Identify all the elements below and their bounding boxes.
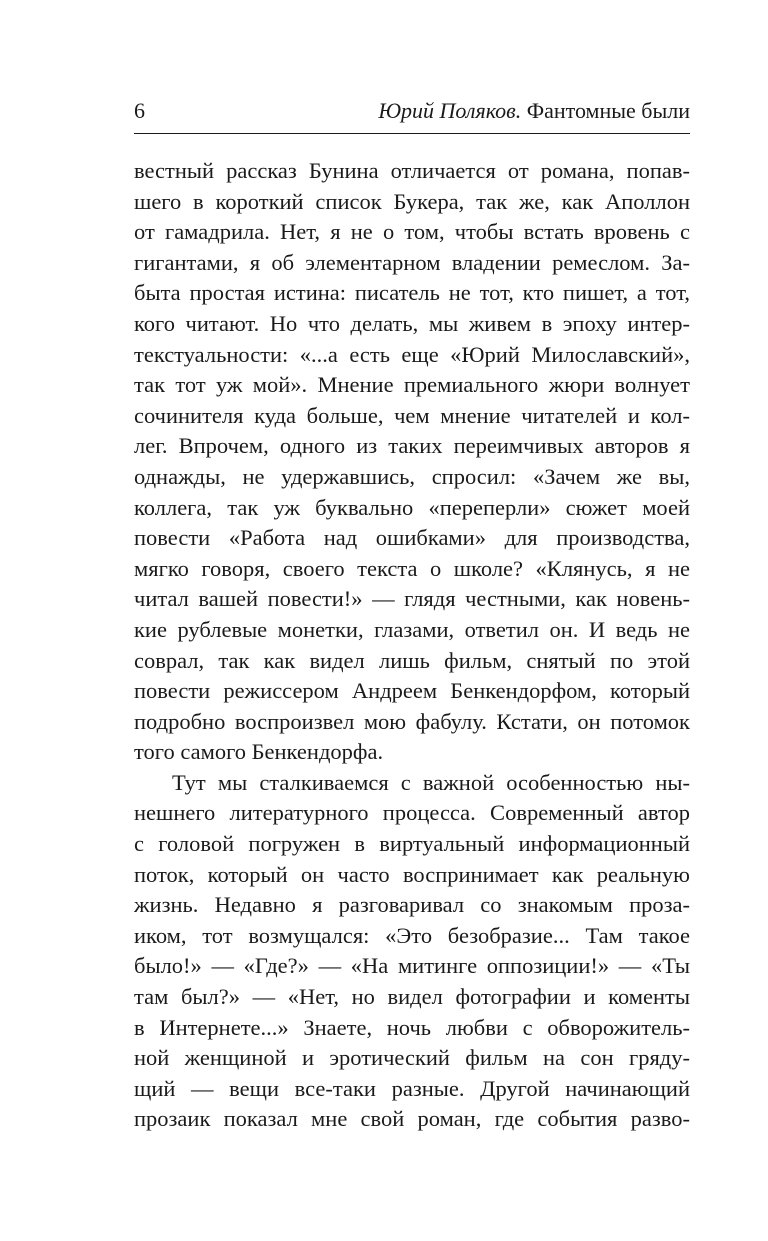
text-line: подробно воспроизвел мою фабулу. Кстати, он потомок <box>134 708 690 734</box>
paragraph <box>134 156 690 768</box>
text-line: прозаик показал мне свой роман, где события разво- <box>134 1106 690 1132</box>
text-line: иком, тот возмущался: «Это безобразие... Там такое <box>134 922 690 948</box>
text-line: ной женщиной и эротический фильм на сон гряду- <box>134 1045 690 1071</box>
text-line: щий — вещи все-таки разные. Другой начинающий <box>134 1075 690 1101</box>
body-text <box>134 156 690 1135</box>
text-line: кие рублевые монетки, глазами, ответил он. И ведь не <box>134 616 690 642</box>
text-line: так тот уж мой». Мнение премиального жюри волнует <box>134 372 690 398</box>
header-rule <box>134 133 690 134</box>
text-line: кого читают. Но что делать, мы живем в эпоху интер- <box>134 310 690 336</box>
page-number: 6 <box>134 98 145 123</box>
text-line: было!» — «Где?» — «На митинге оппозиции!» — «Ты <box>134 953 690 979</box>
text-line: мягко говоря, своего текста о школе? «Клянусь, я не <box>134 555 690 581</box>
running-head-author: Юрий Поляков. <box>378 98 522 123</box>
running-header <box>134 98 690 128</box>
text-line: гигантами, я об элементарном владении ремеслом. За- <box>134 249 690 275</box>
text-line: поток, который он часто воспринимает как реальную <box>134 861 690 887</box>
text-line: повести «Работа над ошибками» для производства, <box>134 525 690 551</box>
paragraph <box>134 768 690 1135</box>
running-head-book-title: Фантомные были <box>526 98 690 123</box>
text-line: от гамадрила. Нет, я не о том, чтобы встать вровень с <box>134 219 690 245</box>
running-head <box>378 98 690 124</box>
text-line: коллега, так уж буквально «переперли» сюжет моей <box>134 494 690 520</box>
text-line: того самого Бенкендорфа. <box>134 739 384 765</box>
text-line: Тут мы сталкиваемся с важной особенностью ны- <box>172 769 690 795</box>
text-line: вестный рассказ Бунина отличается от романа, попав- <box>134 158 690 183</box>
text-line: с головой погружен в виртуальный информационный <box>134 831 690 857</box>
text-line: лег. Впрочем, одного из таких переимчивых авторов я <box>134 433 690 459</box>
text-line: нешнего литературного процесса. Современный автор <box>134 800 690 826</box>
text-line: шего в короткий список Букера, так же, как Аполлон <box>134 188 690 214</box>
text-line: соврал, так как видел лишь фильм, снятый по этой <box>134 647 690 673</box>
text-line: повести режиссером Андреем Бенкендорфом, который <box>134 678 690 704</box>
text-line: жизнь. Недавно я разговаривал со знакомым проза- <box>134 892 690 918</box>
text-line: там был?» — «Нет, но видел фотографии и коменты <box>134 984 690 1010</box>
text-line: текстуальности: «...а есть еще «Юрий Милославский», <box>134 341 690 367</box>
text-line: в Интернете...» Знаете, ночь любви с обворожитель- <box>134 1014 690 1040</box>
text-line: быта простая истина: писатель не тот, кто пишет, а тот, <box>134 280 690 306</box>
text-line: сочинителя куда больше, чем мнение читателей и кол- <box>134 402 690 428</box>
text-line: однажды, не удержавшись, спросил: «Зачем же вы, <box>134 463 690 489</box>
text-line: читал вашей повести!» — глядя честными, как новень- <box>134 586 690 612</box>
